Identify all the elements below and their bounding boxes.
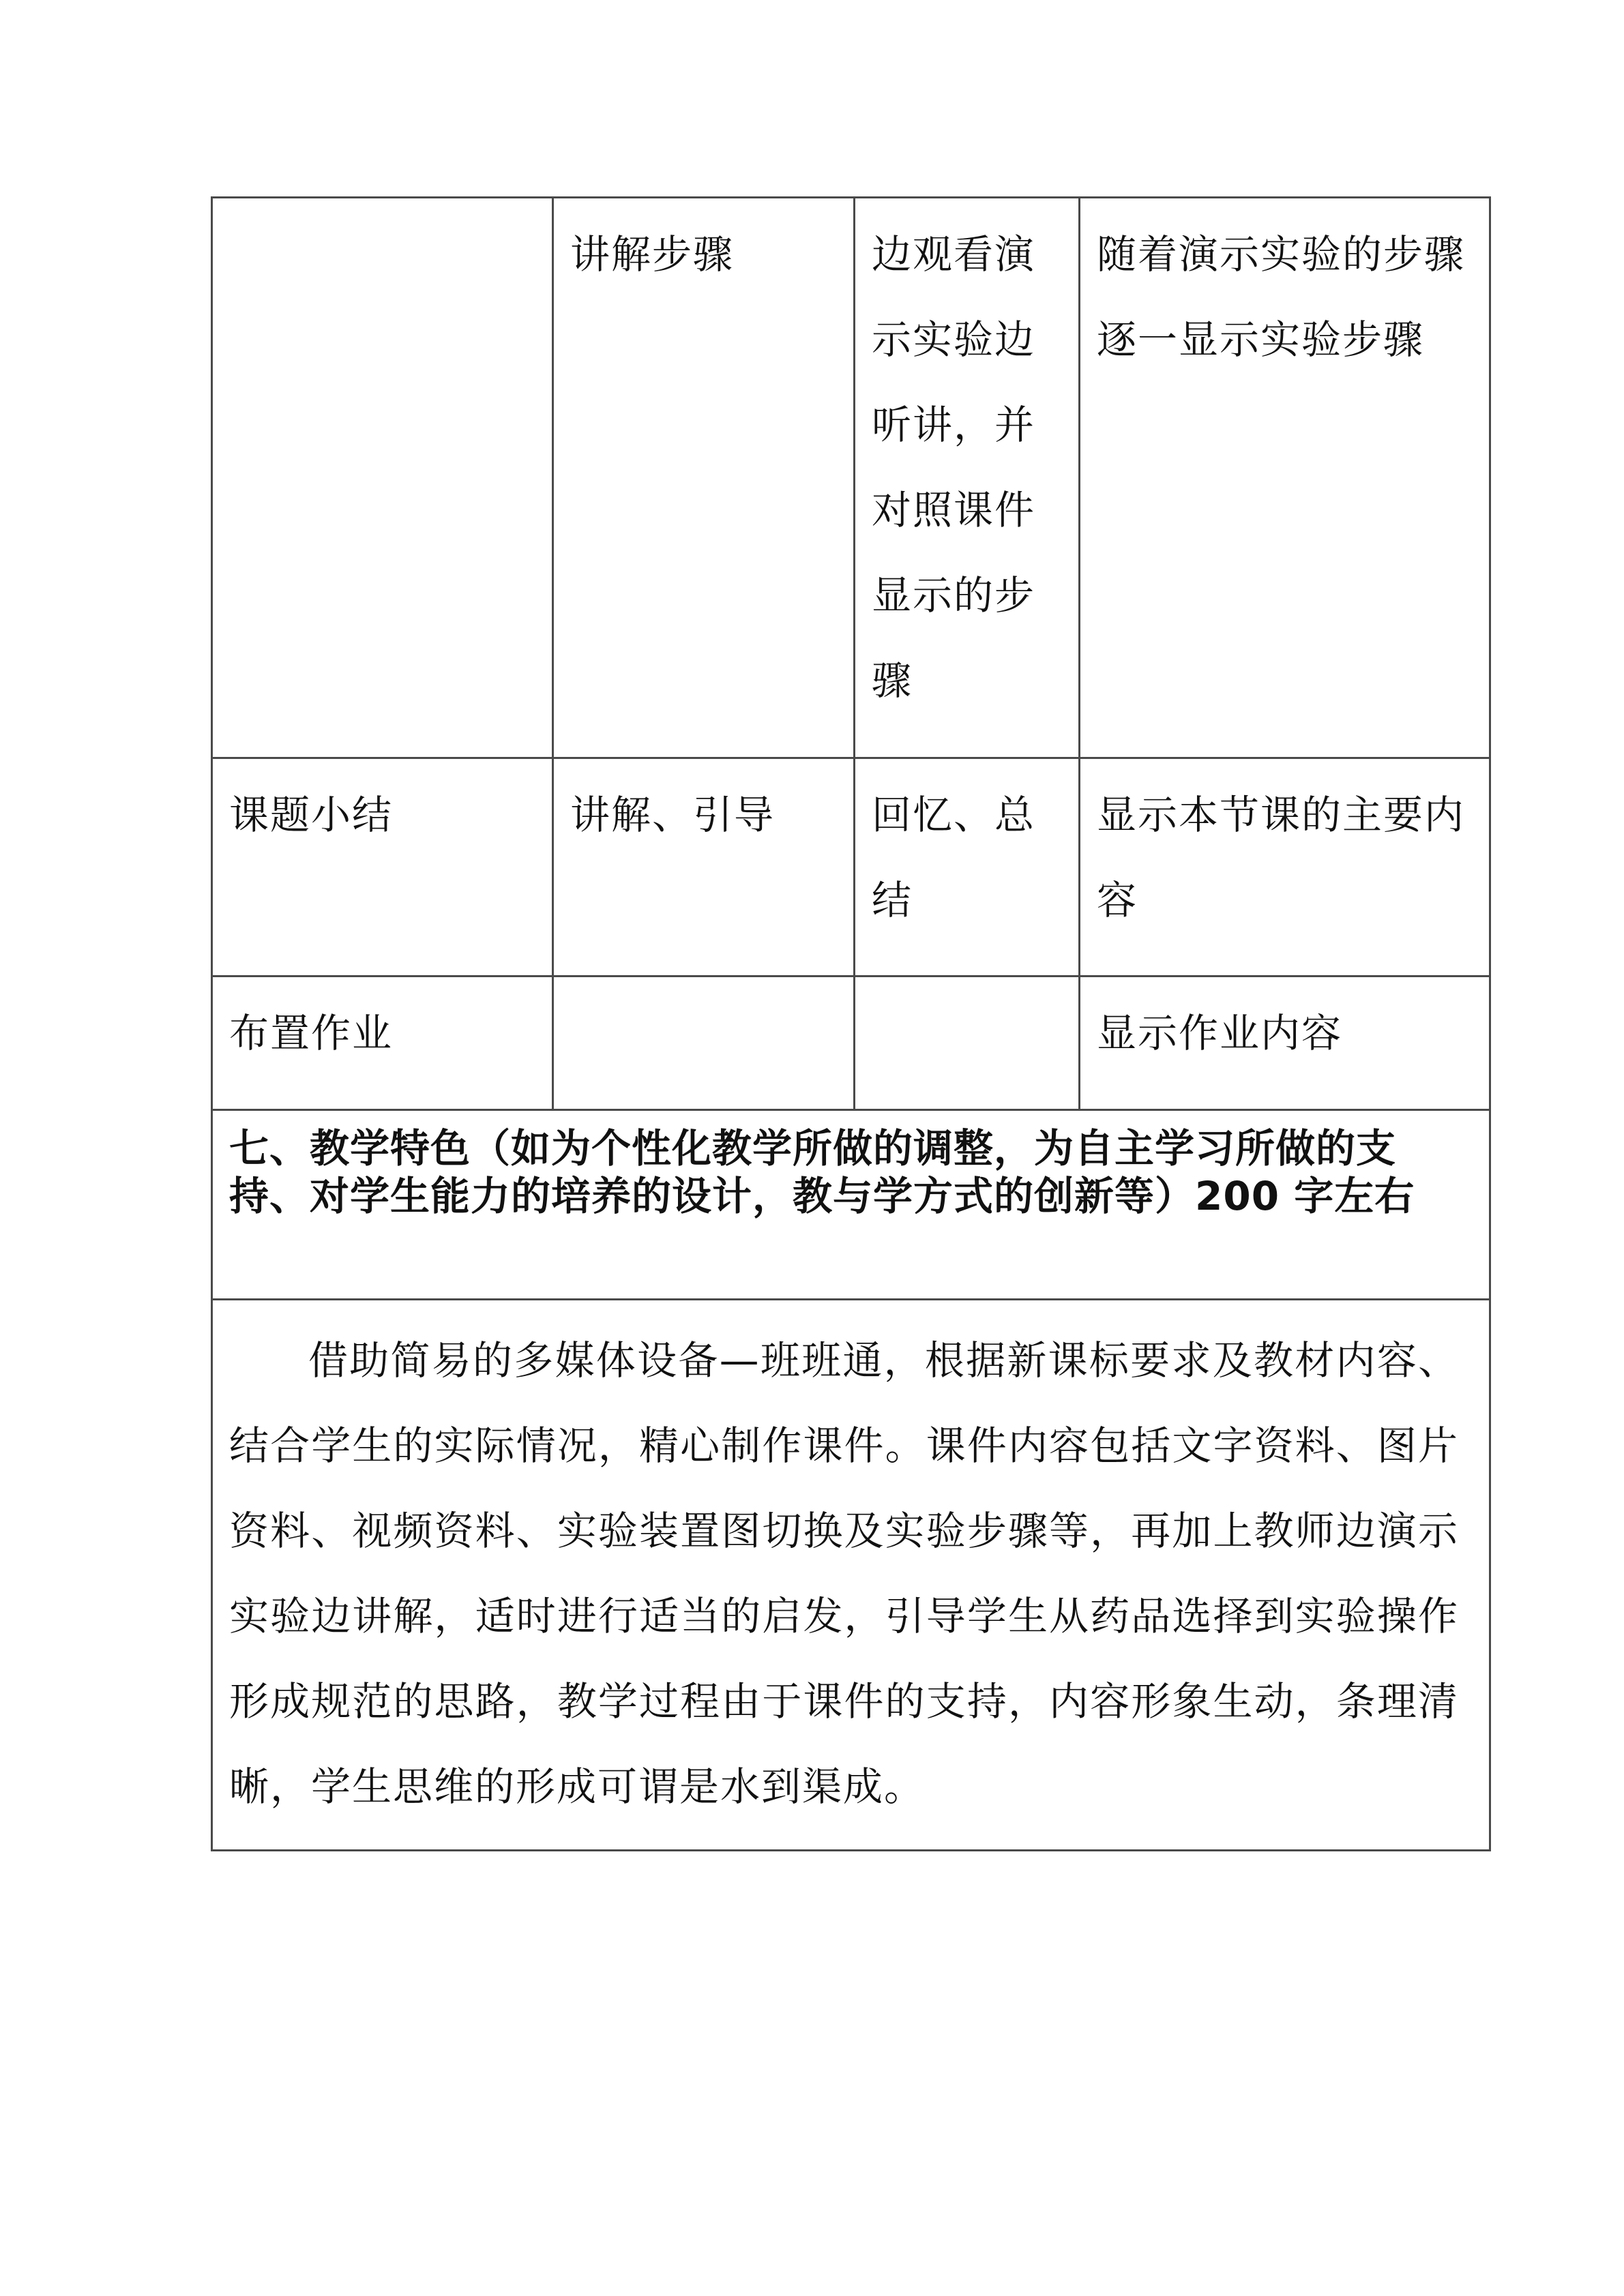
table-cell	[553, 976, 855, 1110]
table-row	[212, 198, 1490, 758]
cell-text	[855, 977, 1078, 1006]
table-cell	[212, 976, 553, 1110]
cell-text: 随着演示实验的步骤逐一显示实验步骤	[1097, 231, 1466, 363]
table-row	[212, 758, 1490, 976]
cell-text: 显示本节课的主要内容	[1097, 792, 1466, 923]
cell-text	[554, 977, 853, 1006]
table-cell	[212, 198, 553, 758]
cell-text: 讲解、引导	[570, 792, 776, 838]
table-cell	[855, 976, 1080, 1110]
cell-text: 回忆、总结	[872, 792, 1036, 923]
section-title: 七、教学特色（如为个性化教学所做的调整，为自主学习所做的支持、对学生能力的培养的设计，教与学方式的创新等）200 字左右	[229, 1125, 1415, 1219]
cell-text: 讲解步骤	[570, 231, 735, 278]
table-cell	[855, 758, 1080, 976]
section-heading-cell	[212, 1110, 1490, 1300]
cell-text: 布置作业	[229, 1010, 394, 1056]
cell-text: 课题小结	[229, 792, 394, 838]
table-row	[212, 976, 1490, 1110]
table-cell	[212, 758, 553, 976]
lesson-plan-table	[211, 196, 1491, 1851]
table-cell	[1080, 976, 1490, 1110]
cell-text	[213, 198, 552, 227]
cell-text: 边观看演示实验边听讲，并对照课件显示的步骤	[872, 231, 1036, 704]
section-paragraph: 借助简易的多媒体设备—班班通，根据新课标要求及教材内容、结合学生的实际情况，精心制作课件。课件内容包括文字资料、图片资料、视频资料、实验装置图切换及实验步骤等，再加上教师边演示实验边讲解，适时进行适当的启发，引导学生从药品选择到实验操作形成规范的思路，教学过程由于课件的支持，内容形象生动，条理清晰，学生思维的形成可谓是水到渠成。	[229, 1337, 1459, 1810]
table-cell	[855, 198, 1080, 758]
cell-text: 显示作业内容	[1097, 1010, 1343, 1056]
table-cell	[553, 198, 855, 758]
section-heading-row	[212, 1110, 1490, 1300]
table-cell	[553, 758, 855, 976]
table-cell	[1080, 198, 1490, 758]
section-body-row	[212, 1300, 1490, 1851]
section-body-cell	[212, 1300, 1490, 1851]
table-cell	[1080, 758, 1490, 976]
